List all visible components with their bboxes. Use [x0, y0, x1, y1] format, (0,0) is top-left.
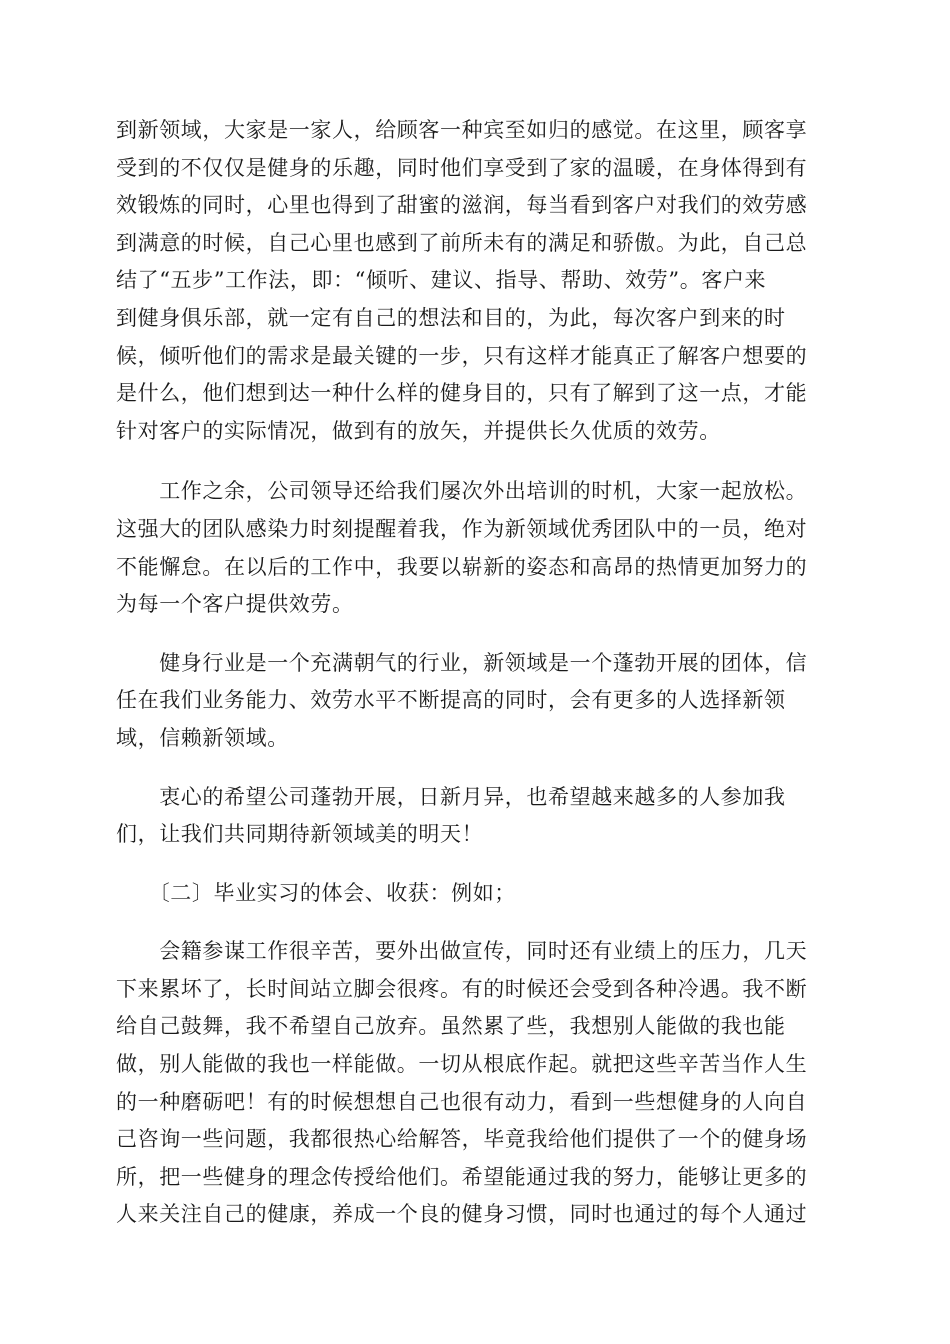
text-line: 们，让我们共同期待新领域美的明天！: [116, 822, 484, 847]
text-line: 候，倾听他们的需求是最关键的一步，只有这样才能真正了解客户想要的: [116, 343, 808, 368]
text-line: 会籍参谋工作很辛苦，要外出做宣传，同时还有业绩上的压力，几天: [116, 939, 808, 964]
text-line: 到满意的时候，自己心里也感到了前所未有的满足和骄傲。为此，自己总: [116, 230, 808, 255]
paragraph-spacer: [116, 912, 832, 933]
text-line: 所，把一些健身的理念传授给他们。希望能通过我的努力，能够让更多的: [116, 1164, 808, 1189]
document-page: [116, 112, 832, 1234]
paragraph-6: [116, 933, 832, 1234]
text-line: 下来累坏了，长时间站立脚会很疼。有的时候还会受到各种冷遇。我不断: [116, 976, 808, 1001]
text-line: 是什么，他们想到达一种什么样的健身目的，只有了解到了这一点，才能: [116, 381, 808, 406]
text-line: 针对客户的实际情况，做到有的放矢，并提供长久优质的效劳。: [116, 418, 721, 443]
text-line: 受到的不仅仅是健身的乐趣，同时他们享受到了家的温暖，在身体得到有: [116, 155, 808, 180]
text-line: 衷心的希望公司蓬勃开展，日新月异，也希望越来越多的人参加我: [116, 784, 786, 809]
text-line: 健身行业是一个充满朝气的行业，新领域是一个蓬勃开展的团体，信: [116, 650, 808, 675]
text-line: 域，信赖新领域。: [116, 725, 289, 750]
paragraph-spacer: [116, 854, 832, 875]
text-line: 工作之余，公司领导还给我们屡次外出培训的时机，大家一起放松。: [116, 479, 808, 504]
text-line: 到新领域，大家是一家人，给顾客一种宾至如归的感觉。在这里，顾客享: [116, 118, 808, 142]
text-line: 〔二〕毕业实习的体会、收获：例如；: [116, 880, 516, 905]
paragraph-4: [116, 779, 832, 854]
paragraph-1: [116, 112, 832, 450]
text-line: 的一种磨砺吧！有的时候想想自己也很有动力，看到一些想健身的人向自: [116, 1089, 808, 1114]
text-line: 结了“五步”工作法，即：“倾听、建议、指导、帮助、效劳”。客户来: [116, 268, 767, 293]
text-line: 给自己鼓舞，我不希望自己放弃。虽然累了些，我想别人能做的我也能: [116, 1014, 786, 1039]
text-line: 这强大的团队感染力时刻提醒着我，作为新领域优秀团队中的一员，绝对: [116, 516, 808, 541]
paragraph-2: [116, 473, 832, 623]
text-line: 任在我们业务能力、效劳水平不断提高的同时，会有更多的人选择新领: [116, 688, 786, 713]
paragraph-3: [116, 645, 832, 758]
paragraph-spacer: [116, 450, 832, 473]
text-line: 效锻炼的同时，心里也得到了甜蜜的滋润，每当看到客户对我们的效劳感: [116, 193, 808, 218]
paragraph-spacer: [116, 758, 832, 779]
text-line: 己咨询一些问题，我都很热心给解答，毕竟我给他们提供了一个的健身场: [116, 1127, 808, 1152]
text-line: 到健身俱乐部，就一定有自己的想法和目的，为此，每次客户到来的时: [116, 305, 786, 330]
text-line: 不能懈怠。在以后的工作中，我要以崭新的姿态和高昂的热情更加努力的: [116, 554, 808, 579]
paragraph-spacer: [116, 624, 832, 645]
section-heading: [116, 875, 832, 913]
text-line: 人来关注自己的健康，养成一个良的健身习惯，同时也通过的每个人通过: [116, 1202, 808, 1227]
text-line: 做，别人能做的我也一样能做。一切从根底作起。就把这些辛苦当作人生: [116, 1052, 808, 1077]
text-line: 为每一个客户提供效劳。: [116, 592, 354, 617]
